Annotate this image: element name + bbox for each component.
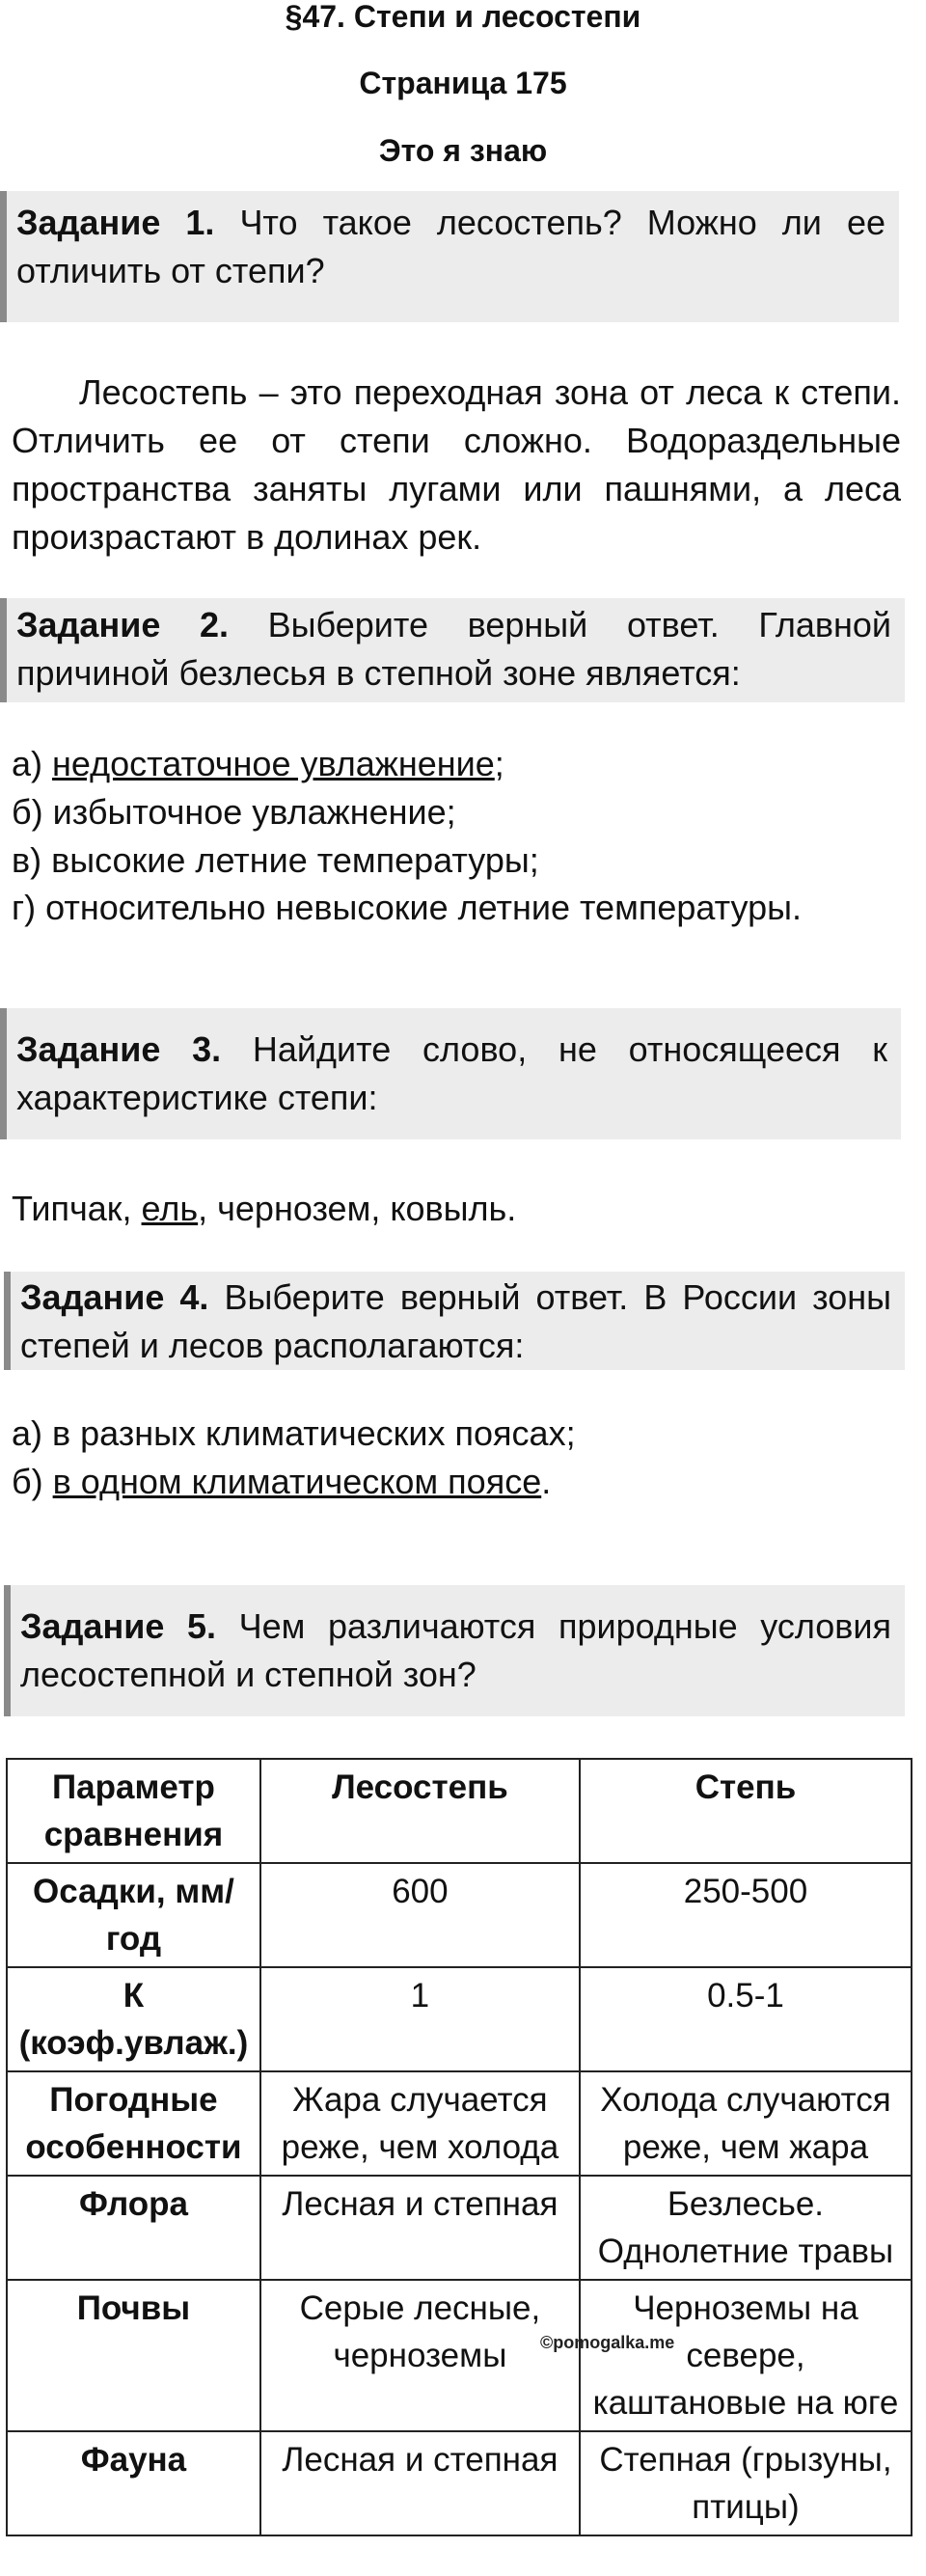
table-cell: Безлесье. Однолетние травы bbox=[580, 2176, 912, 2280]
task-1-label: Задание 1. bbox=[16, 203, 215, 242]
table-header-row bbox=[7, 1759, 912, 1863]
table-row bbox=[7, 2176, 912, 2280]
task-4-box bbox=[4, 1272, 905, 1370]
task-4-option-a: а) в разных климатических поясах; bbox=[12, 1413, 576, 1453]
table-row bbox=[7, 1863, 912, 1967]
task-3-box bbox=[0, 1008, 901, 1139]
correct-answer: недостаточное увлажнение bbox=[52, 744, 495, 783]
task-2-option-d: г) относительно невысокие летние температуры. bbox=[12, 888, 802, 927]
task-2-option-c: в) высокие летние температуры; bbox=[12, 840, 539, 880]
table-cell: 250-500 bbox=[580, 1863, 912, 1967]
task-5-label: Задание 5. bbox=[20, 1606, 216, 1646]
table-cell: Серые лесные, черноземы bbox=[260, 2280, 580, 2431]
task-3-label: Задание 3. bbox=[16, 1029, 222, 1069]
section-title: §47. Степи и лесостепи bbox=[285, 0, 641, 34]
page-number-title: Страница 175 bbox=[359, 66, 567, 100]
task-5-box bbox=[4, 1585, 905, 1716]
table-cell: Лесная и степная bbox=[260, 2176, 580, 2280]
table-cell: Погодные особенности bbox=[7, 2071, 260, 2176]
table-cell: Черноземы на севере, каштановые на юге bbox=[580, 2280, 912, 2431]
table-header-cell: Степь bbox=[580, 1759, 912, 1863]
table-cell: Лесная и степная bbox=[260, 2431, 580, 2535]
task-1-question: Что такое лесостепь? Можно ли ее отличить от степи? bbox=[16, 203, 885, 290]
comparison-table bbox=[6, 1758, 912, 2536]
correct-answer: ель bbox=[141, 1189, 199, 1228]
subtitle: Это я знаю bbox=[378, 133, 548, 168]
task-2-option-a: а) недостаточное увлажнение; bbox=[12, 744, 504, 783]
task-2-option-b: б) избыточное увлажнение; bbox=[12, 792, 456, 832]
table-cell: Степная (грызуны, птицы) bbox=[580, 2431, 912, 2535]
table-row bbox=[7, 1967, 912, 2071]
table-header-cell: Лесостепь bbox=[260, 1759, 580, 1863]
task-3-question: Найдите слово, не относящееся к характеристике степи: bbox=[16, 1029, 887, 1117]
table-row bbox=[7, 2071, 912, 2176]
table-cell: К (коэф.увлаж.) bbox=[7, 1967, 260, 2071]
table-cell: 600 bbox=[260, 1863, 580, 1967]
task-2-box bbox=[0, 598, 905, 702]
table-row bbox=[7, 2280, 912, 2431]
table-cell: Осадки, мм/год bbox=[7, 1863, 260, 1967]
task-4-question: Выберите верный ответ. В России зоны степей и лесов располагаются: bbox=[20, 1277, 892, 1365]
task-2-label: Задание 2. bbox=[16, 605, 230, 644]
task-1-answer: Лесостепь – это переходная зона от леса к степи. Отличить ее от степи сложно. Водораздельные пространства заняты лугами или пашнями, а леса произрастают в долинах рек. bbox=[12, 372, 901, 557]
table-cell: 1 bbox=[260, 1967, 580, 2071]
table-header-cell: Параметр сравнения bbox=[7, 1759, 260, 1863]
task-5-question: Чем различаются природные условия лесостепной и степной зон? bbox=[20, 1606, 892, 1694]
table-cell: Холода случаются реже, чем жара bbox=[580, 2071, 912, 2176]
task-3-answer: Типчак, ель, чернозем, ковыль. bbox=[12, 1189, 517, 1228]
table-cell: Фауна bbox=[7, 2431, 260, 2535]
table-cell: Флора bbox=[7, 2176, 260, 2280]
correct-answer: в одном климатическом поясе bbox=[52, 1462, 542, 1501]
task-4-label: Задание 4. bbox=[20, 1277, 209, 1317]
task-4-option-b: б) в одном климатическом поясе. bbox=[12, 1462, 552, 1501]
table-cell: Почвы bbox=[7, 2280, 260, 2431]
table-row bbox=[7, 2431, 912, 2535]
table-cell: Жара случается реже, чем холода bbox=[260, 2071, 580, 2176]
task-1-box bbox=[0, 191, 899, 322]
table-cell: 0.5-1 bbox=[580, 1967, 912, 2071]
task-2-question: Выберите верный ответ. Главной причиной безлесья в степной зоне является: bbox=[16, 605, 891, 693]
watermark: ©pomogalka.me bbox=[540, 2333, 675, 2352]
